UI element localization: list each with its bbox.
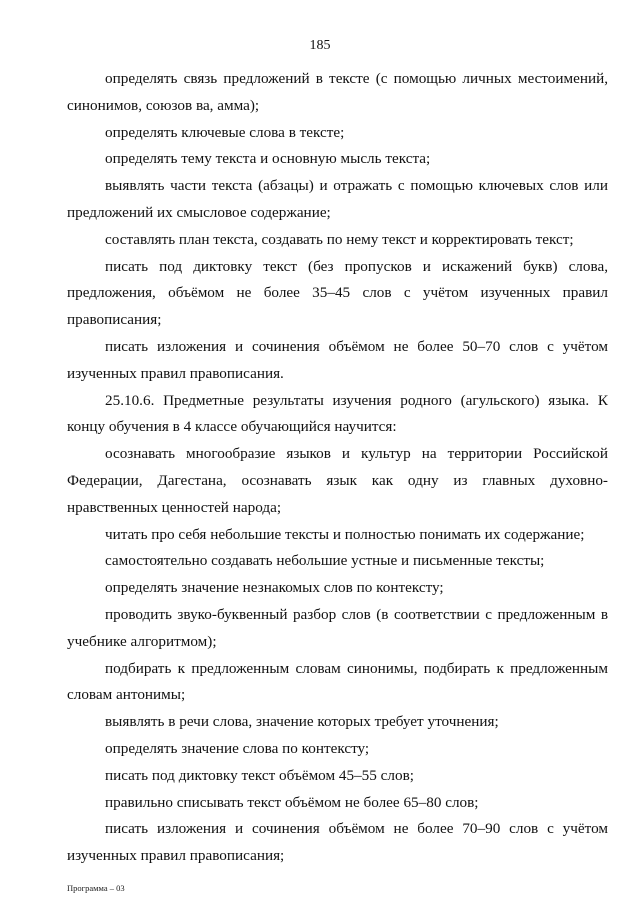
paragraph: подбирать к предложенным словам синонимы, подбирать к предложенным словам антонимы; bbox=[67, 659, 608, 704]
paragraph: определять ключевые слова в тексте; bbox=[105, 123, 345, 141]
paragraph: писать под диктовку текст (без пропусков и искажений букв) слова, предложения, объёмом не более 35–45 слов с учётом изученных правил правописания; bbox=[67, 257, 608, 329]
paragraph: выявлять части текста (абзацы) и отражать с помощью ключевых слов или предложений их смысловое содержание; bbox=[67, 177, 608, 221]
paragraph: проводить звуко-буквенный разбор слов (в соответствии с предложенным в учебнике алгоритмом); bbox=[67, 605, 608, 650]
paragraph: определять связь предложений в тексте (с помощью личных местоимений, синонимов, союзов ва, амма); bbox=[67, 70, 608, 114]
paragraph: составлять план текста, создавать по нему текст и корректировать текст; bbox=[105, 230, 574, 248]
paragraph: писать под диктовку текст объёмом 45–55 слов; bbox=[105, 766, 414, 784]
paragraph: осознавать многообразие языков и культур на территории Российской Федерации, Дагестана, осознавать язык как одну из главных духовно-нравственных ценностей народа; bbox=[67, 445, 608, 516]
body-text bbox=[67, 66, 608, 870]
paragraph: определять тему текста и основную мысль текста; bbox=[105, 150, 431, 168]
paragraph: определять значение незнакомых слов по контексту; bbox=[105, 579, 444, 597]
section-heading-paragraph: 25.10.6. Предметные результаты изучения родного (агульского) языка. К концу обучения в 4 классе обучающийся научится: bbox=[67, 391, 608, 436]
paragraph: читать про себя небольшие тексты и полностью понимать их содержание; bbox=[105, 525, 585, 543]
paragraph: правильно списывать текст объёмом не более 65–80 слов; bbox=[105, 793, 479, 811]
paragraph: определять значение слова по контексту; bbox=[105, 739, 370, 757]
paragraph: писать изложения и сочинения объёмом не более 50–70 слов с учётом изученных правил правописания. bbox=[67, 337, 608, 382]
paragraph: самостоятельно создавать небольшие устные и письменные тексты; bbox=[105, 552, 545, 570]
footer-label: Программа – 03 bbox=[67, 883, 125, 893]
paragraph: писать изложения и сочинения объёмом не более 70–90 слов с учётом изученных правил правописания; bbox=[67, 820, 608, 865]
page-number: 185 bbox=[309, 38, 331, 53]
paragraph: выявлять в речи слова, значение которых требует уточнения; bbox=[105, 713, 499, 731]
